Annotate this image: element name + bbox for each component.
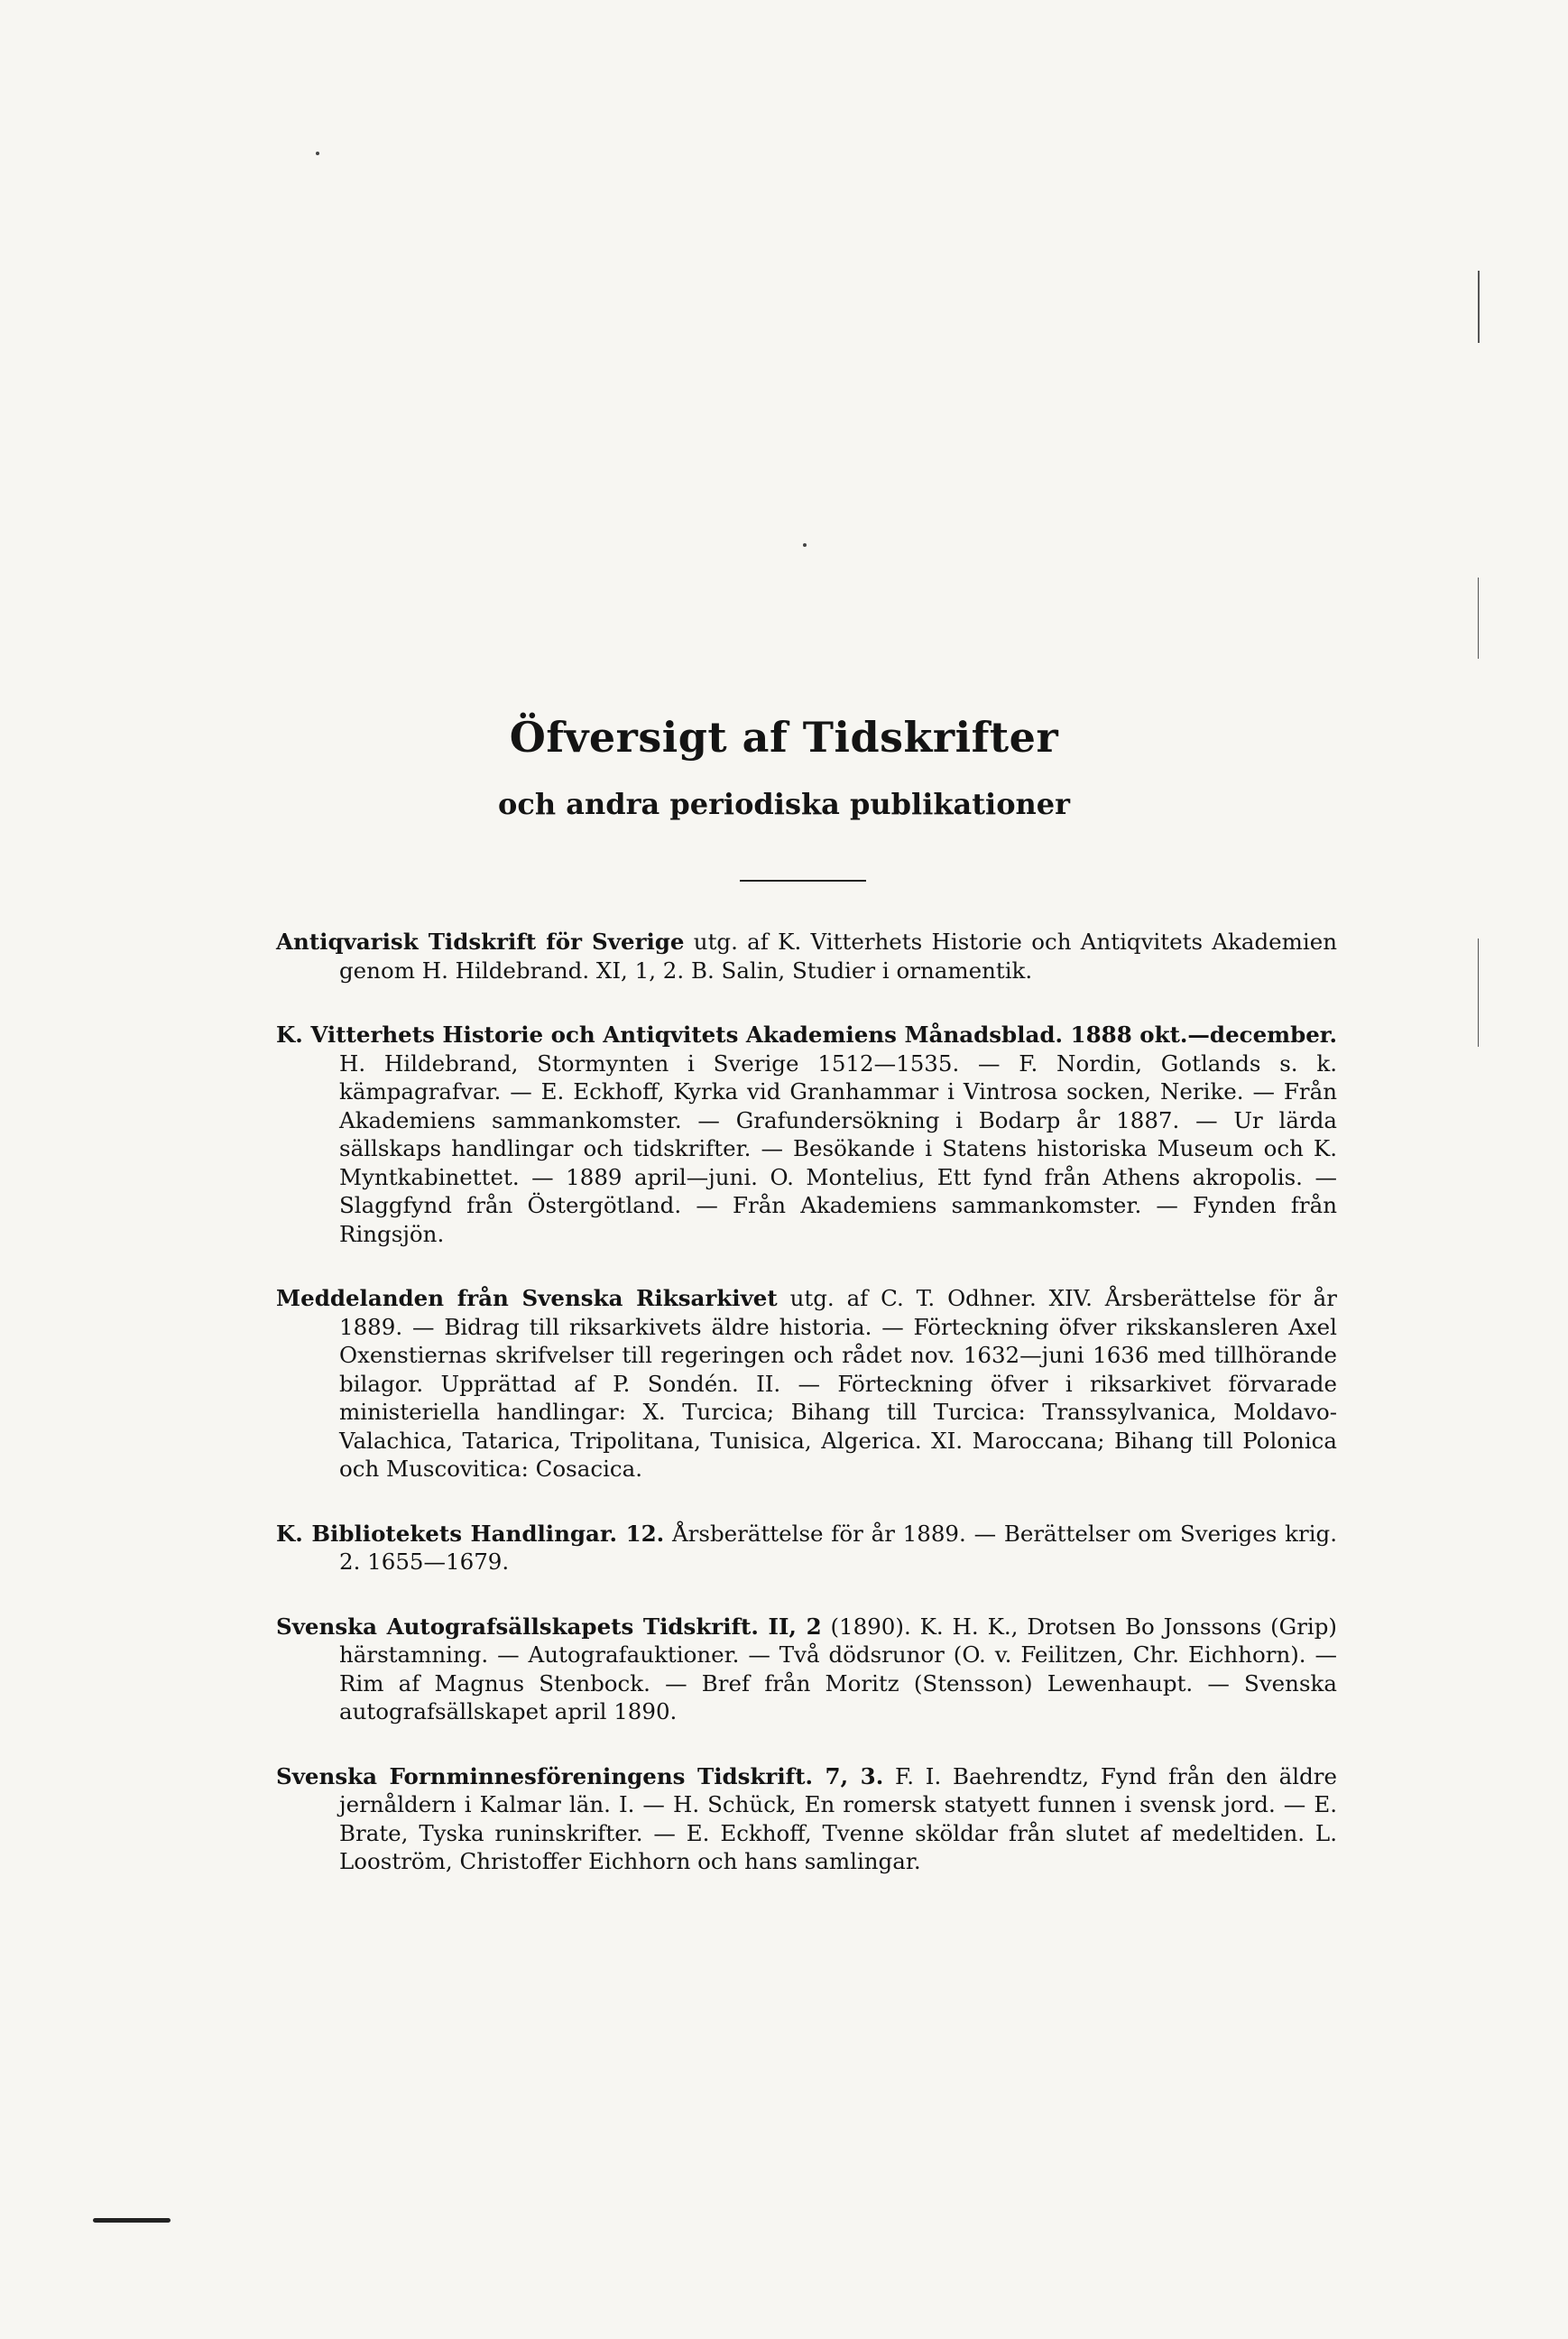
entry-antikvarisk-tidskrift [276, 928, 1337, 985]
entry-autografsallskapet [276, 1613, 1337, 1726]
scan-edge-mark [1478, 578, 1479, 659]
entries-list [276, 928, 1337, 1912]
page-title: Öfversigt af Tidskrifter [509, 713, 1059, 762]
entry-body: H. Hildebrand, Stormynten i Sverige 1512—1535. — F. Nordin, Gotlands s. k. kämpagrafvar. — E. Eckhoff, Kyrka vid Granhammar i Vintrosa socken, Nerike. — Från Akademiens sammankomster. — Grafundersökning i Bodarp år 1887. — Ur lärda sällskaps handlingar och tidskrifter. — Besökande i Statens historiska Museum och K. Myntkabinettet. — 1889 april—juni. O. Montelius, Ett fynd från Athens akropolis. — Slaggfynd från Östergötland. — Från Akademiens sammankomster. — Fynden från Ringsjön. [339, 1049, 1337, 1247]
entry-fornminnesforeningen [276, 1762, 1337, 1876]
margin-dash-mark [93, 2218, 171, 2223]
entry-heading: Meddelanden från Svenska Riksarkivet [276, 1285, 778, 1311]
scan-edge-mark [1478, 938, 1479, 1047]
entry-body: Årsberättelse för år 1889. — Berättelser om Sveriges krig. 2. 1655—1679. [339, 1520, 1337, 1575]
entry-biblioteket [276, 1520, 1337, 1576]
scan-edge-mark [1478, 271, 1480, 343]
title-divider [740, 880, 866, 882]
entry-body: utg. af C. T. Odhner. XIV. Årsberättelse för år 1889. — Bidrag till riksarkivets äldre historia. — Förteckning öfver rikskansleren Axel Oxenstiernas skrifvelser till regeringen och rådet nov. 1632—juni 1636 med tillhörande bilagor. Upprättad af P. Sondén. II. — Förteckning öfver i riksarkivet förvarade ministeriella handlingar: X. Turcica; Bihang till Turcica: Transsylvanica, Moldavo-Valachica, Tatarica, Tripolitana, Tunisica, Algerica. XI. Maroccana; Bihang till Polonica och Muscovitica: Cosacica. [339, 1285, 1338, 1482]
entry-heading: K. Bibliotekets Handlingar. 12. [276, 1520, 665, 1547]
entry-heading: K. Vitterhets Historie och Antiqvitets Akademiens Månadsblad. 1888 okt.—december. [276, 1022, 1337, 1048]
entry-body: utg. af K. Vitterhets Historie och Antiqvitets Akademien genom H. Hildebrand. XI, 1, 2. B. Salin, Studier i ornamentik. [339, 929, 1337, 984]
entry-heading: Antiqvarisk Tidskrift för Sverige [276, 929, 685, 955]
entry-body: (1890). K. H. K., Drotsen Bo Jonssons (Grip) härstamning. — Autografauktioner. — Två dödsrunor (O. v. Feilitzen, Chr. Eichhorn). — Rim af Magnus Stenbock. — Bref från Moritz (Stensson) Lewenhaupt. — Svenska autografsällskapet april 1890. [339, 1613, 1337, 1724]
entry-body: F. I. Baehrendtz, Fynd från den äldre jernåldern i Kalmar län. I. — H. Schück, En romersk statyett funnen i svensk jord. — E. Brate, Tyska runinskrifter. — E. Eckhoff, Tvenne sköldar från slutet af medeltiden. L. Looström, Christoffer Eichhorn och hans samlingar. [339, 1762, 1337, 1874]
page-subtitle: och andra periodiska publikationer [497, 787, 1071, 821]
scan-speck [803, 543, 807, 547]
entry-manadsblad [276, 1021, 1337, 1248]
entry-heading: Svenska Autografsällskapets Tidskrift. II, 2 [276, 1613, 822, 1640]
entry-heading: Svenska Fornminnesföreningens Tidskrift. 7, 3. [276, 1762, 884, 1789]
scan-speck [316, 152, 319, 155]
entry-riksarkivet [276, 1284, 1337, 1484]
